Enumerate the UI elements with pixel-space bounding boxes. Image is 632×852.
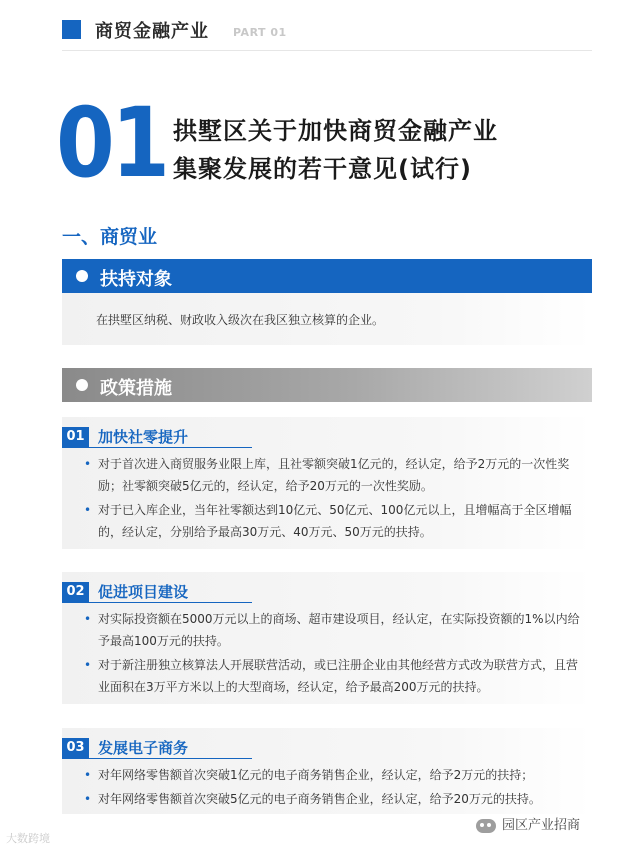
- watermark-left: 大数跨境: [6, 832, 50, 845]
- hero-title: [173, 112, 498, 188]
- header-divider: [62, 50, 592, 51]
- support-target-text: 在拱墅区纳税、财政收入级次在我区独立核算的企业。: [96, 313, 385, 327]
- hero-title-line1: 拱墅区关于加快商贸金融产业: [173, 117, 498, 145]
- policy-block-title: 发展电子商务: [98, 739, 189, 757]
- bullet-icon: •: [84, 457, 92, 471]
- policy-number-badge: 02: [62, 582, 89, 602]
- list-item: [84, 453, 584, 497]
- policy-block-title: 加快社零提升: [98, 428, 189, 446]
- policy-block-2: [62, 572, 592, 704]
- hero-number: 01: [56, 87, 167, 199]
- badge-underline: [62, 447, 252, 448]
- wechat-icon: [476, 819, 496, 833]
- policy-number-badge: 03: [62, 738, 89, 758]
- bullet-dot-icon: [76, 270, 88, 282]
- policy-block-title: 促进项目建设: [98, 583, 189, 601]
- list-item-text: 对于首次进入商贸服务业限上库，且社零额突破1亿元的，经认定，给予2万元的一次性奖励；社零额突破5亿元的，经认定，给予20万元的一次性奖励。: [98, 457, 570, 493]
- header-part-label: PART 01: [233, 26, 287, 39]
- support-target-label: 扶持对象: [100, 269, 172, 290]
- hero-title-line2: 集聚发展的若干意见(试行): [173, 155, 472, 183]
- list-item: [84, 499, 584, 543]
- policy-bar: [62, 368, 592, 402]
- badge-underline: [62, 602, 252, 603]
- policy-item-list: [84, 764, 584, 812]
- policy-block-3: [62, 728, 592, 814]
- policy-block-1: [62, 417, 592, 549]
- list-item-text: 对于已入库企业，当年社零额达到10亿元、50亿元、100亿元以上，且增幅高于全区增幅的，经认定，分别给予最高30万元、40万元、50万元的扶持。: [98, 503, 572, 539]
- bullet-icon: •: [84, 658, 92, 672]
- list-item: [84, 654, 584, 698]
- bullet-icon: •: [84, 768, 92, 782]
- list-item-text: 对年网络零售额首次突破1亿元的电子商务销售企业，经认定，给予2万元的扶持；: [98, 768, 534, 782]
- section-heading: 一、商贸业: [62, 226, 158, 248]
- list-item: [84, 764, 584, 786]
- bullet-icon: •: [84, 792, 92, 806]
- bullet-icon: •: [84, 612, 92, 626]
- list-item-text: 对年网络零售额首次突破5亿元的电子商务销售企业，经认定，给予20万元的扶持。: [98, 792, 541, 806]
- watermark-right: [476, 814, 580, 833]
- bullet-icon: •: [84, 503, 92, 517]
- list-item: [84, 788, 584, 810]
- support-target-panel: [62, 293, 592, 345]
- policy-number-badge: 01: [62, 427, 89, 447]
- policy-label: 政策措施: [100, 378, 172, 399]
- policy-item-list: [84, 453, 584, 545]
- list-item-text: 对于新注册独立核算法人开展联营活动，或已注册企业由其他经营方式改为联营方式，且营业面积在3万平方米以上的大型商场，经认定，给予最高200万元的扶持。: [98, 658, 579, 694]
- support-target-bar: [62, 259, 592, 293]
- header-title: 商贸金融产业: [95, 21, 209, 42]
- badge-underline: [62, 758, 252, 759]
- list-item: [84, 608, 584, 652]
- bullet-dot-icon: [76, 379, 88, 391]
- header-accent-square: [62, 20, 81, 39]
- list-item-text: 对实际投资额在5000万元以上的商场、超市建设项目，经认定，在实际投资额的1%以内给予最高100万元的扶持。: [98, 612, 580, 648]
- policy-item-list: [84, 608, 584, 700]
- watermark-right-text: 园区产业招商: [502, 818, 581, 833]
